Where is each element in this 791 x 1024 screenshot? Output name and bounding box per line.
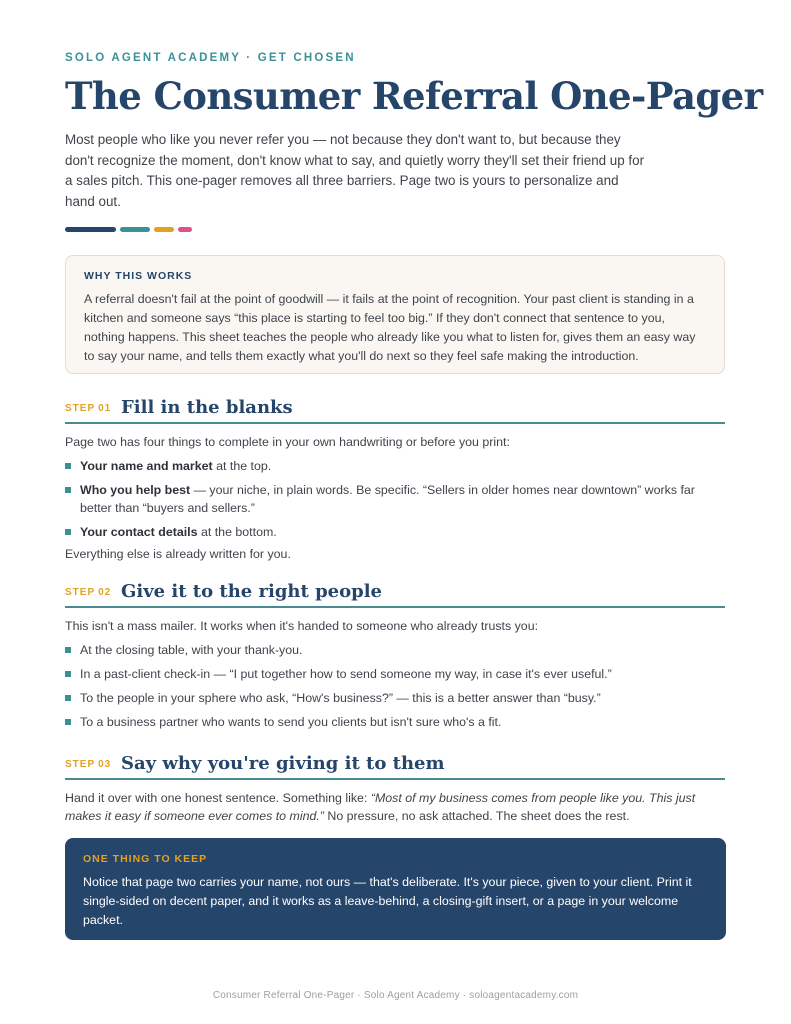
step-01-heading	[65, 394, 725, 424]
step-01-tail: Everything else is already written for you.	[65, 547, 291, 561]
step-01	[65, 394, 725, 563]
step-03-heading	[65, 750, 725, 780]
step-02-heading	[65, 578, 725, 608]
bullet-text: To a business partner who wants to send you clients but isn't sure who's a fit.	[80, 715, 502, 729]
step-03-text-before: Hand it over with one honest sentence. Something like:	[65, 791, 371, 805]
keep-label: ONE THING TO KEEP	[83, 853, 208, 865]
accent-bar-teal	[120, 227, 150, 232]
step-03-text-after: No pressure, no ask attached. The sheet does the rest.	[323, 809, 630, 823]
bullet-square-icon	[65, 529, 71, 535]
intro-paragraph: Most people who like you never refer you — not because they don't want to, but because they don't recognize the moment, don't know what to say, and quietly worry they'll set their friend up for a sales pitch. This one-pager removes all three barriers. Page two is yours to personalize and hand out.	[65, 132, 645, 209]
step-number: 01	[98, 403, 112, 414]
step-03-body	[65, 789, 725, 825]
step-02-title: Give it to the right people	[121, 581, 383, 602]
step-number: 03	[98, 759, 112, 770]
bullet-square-icon	[65, 719, 71, 725]
bullet-text: At the closing table, with your thank-you.	[80, 643, 303, 657]
list-item	[65, 523, 725, 541]
bullet-text: — your niche, in plain words. Be specific. “Sellers in older homes near downtown” works far better than “buyers and sellers.”	[80, 483, 695, 515]
bullet-bold-text: Your contact details	[80, 525, 198, 539]
step-01-title: Fill in the blanks	[121, 397, 293, 418]
bullet-bold-text: Your name and market	[80, 459, 213, 473]
bullet-text: To the people in your sphere who ask, “How's business?” — this is a better answer than “busy.”	[80, 691, 601, 705]
step-label-text: STEP	[65, 759, 96, 770]
step-02-label	[65, 587, 111, 598]
step-03-label	[65, 759, 111, 770]
list-item	[65, 713, 725, 731]
list-item	[65, 665, 725, 683]
bullet-square-icon	[65, 671, 71, 677]
step-03-title: Say why you're giving it to them	[121, 753, 445, 774]
step-02-list	[65, 641, 725, 731]
bullet-bold-text: Who you help best	[80, 483, 191, 497]
list-item	[65, 641, 725, 659]
list-item	[65, 457, 725, 475]
why-label: WHY THIS WORKS	[84, 270, 193, 282]
why-this-works-callout	[65, 255, 725, 374]
page-footer: Consumer Referral One-Pager · Solo Agent Academy · soloagentacademy.com	[212, 990, 579, 1001]
bullet-square-icon	[65, 647, 71, 653]
list-item	[65, 689, 725, 707]
step-03	[65, 750, 725, 825]
bullet-text: In a past-client check-in — “I put together how to send someone my way, in case it's ever useful.”	[80, 667, 612, 681]
bullet-square-icon	[65, 463, 71, 469]
one-thing-to-keep-callout	[65, 838, 726, 940]
step-02	[65, 578, 725, 731]
step-01-list	[65, 457, 725, 541]
page-title: The Consumer Referral One-Pager	[65, 74, 763, 118]
bullet-text: at the top.	[212, 459, 272, 473]
step-01-label	[65, 403, 111, 414]
why-body: A referral doesn't fail at the point of goodwill — it fails at the point of recognition. Your past client is standing in a kitchen and someone says “this place is starting to feel too big.” If they don't connect that sentence to you, nothing happens. This sheet teaches the people who already like you what to listen for, gives them an easy way to say your name, and tells them exactly what you'll do next so they feel safe making the introduction.	[84, 292, 696, 363]
keep-body: Notice that page two carries your name, not ours — that's deliberate. It's your piece, given to your client. Print it single-sided on decent paper, and it works as a leave-behind, a closing-gift insert, or a page in your welcome packet.	[83, 875, 692, 927]
step-label-text: STEP	[65, 587, 96, 598]
step-02-lead: This isn't a mass mailer. It works when it's handed to someone who already trusts you:	[65, 619, 539, 633]
list-item	[65, 481, 725, 517]
step-01-lead: Page two has four things to complete in your own handwriting or before you print:	[65, 435, 510, 449]
eyebrow: SOLO AGENT ACADEMY · GET CHOSEN	[65, 52, 356, 64]
step-03-quote: “Most of my business comes from people like you. This just makes it easy if someone ever comes to mind.”	[65, 791, 696, 823]
accent-bar-navy	[65, 227, 116, 232]
accent-bar-pink	[178, 227, 192, 232]
bullet-square-icon	[65, 487, 71, 493]
step-label-text: STEP	[65, 403, 96, 414]
accent-bar-gold	[154, 227, 174, 232]
bullet-square-icon	[65, 695, 71, 701]
step-number: 02	[98, 587, 112, 598]
bullet-text: at the bottom.	[197, 525, 277, 539]
